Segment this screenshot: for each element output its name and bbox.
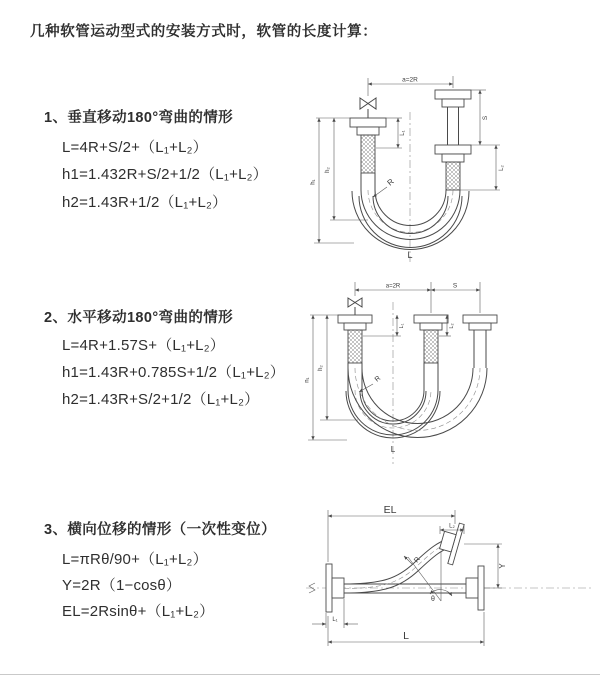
section-1-formula-L: L=4R+S/2+（L₁+L₂） bbox=[62, 139, 208, 156]
left-hose-leg bbox=[350, 118, 386, 190]
dim-label-y: Y bbox=[498, 563, 507, 569]
dim-label-l2: L₂ bbox=[449, 323, 455, 329]
radius-construction bbox=[404, 552, 452, 603]
left-hose-leg bbox=[338, 315, 372, 391]
dim-label-r: R bbox=[385, 176, 396, 188]
right-hose-leg bbox=[463, 315, 497, 368]
section-3-heading: 3、横向位移的情形（一次性变位） bbox=[44, 522, 276, 538]
dim-label-r: R bbox=[373, 374, 383, 384]
dim-label-el: EL bbox=[383, 504, 397, 516]
dim-label-l1: L₁ bbox=[400, 130, 406, 136]
section-2-formula-h1: h1=1.43R+0.785S+1/2（L₁+L₂） bbox=[62, 364, 285, 381]
dim-label-a2r: a=2R bbox=[385, 283, 401, 290]
valve-icon bbox=[360, 98, 376, 118]
hose-arcs bbox=[346, 368, 487, 438]
right-hose-leg bbox=[435, 90, 471, 190]
diagram-horizontal-180-bend bbox=[305, 278, 600, 468]
dim-label-l: L bbox=[390, 445, 396, 454]
radius-callout bbox=[373, 177, 396, 197]
section-2-formula-L: L=4R+1.57S+（L₁+L₂） bbox=[62, 337, 225, 354]
curved-hose-position bbox=[344, 539, 451, 593]
diagram-3-drawing bbox=[298, 500, 600, 665]
section-3-formula-Y: Y=2R（1−cosθ） bbox=[62, 577, 182, 594]
l-dimension bbox=[328, 612, 484, 646]
section-2-heading: 2、水平移动180°弯曲的情形 bbox=[44, 310, 234, 326]
hose-arcs bbox=[352, 190, 469, 250]
left-flange bbox=[326, 564, 344, 612]
top-dimensions bbox=[355, 282, 480, 313]
dim-label-s: S bbox=[482, 115, 489, 121]
dim-label-l1: L₁ bbox=[399, 323, 405, 329]
dim-label-r: R bbox=[413, 555, 422, 565]
dim-label-h2: h₂ bbox=[318, 365, 324, 371]
dim-label-s: S bbox=[452, 282, 458, 290]
section-1-formula-h1: h1=1.432R+S/2+1/2（L₁+L₂） bbox=[62, 166, 268, 183]
dim-label-l: L bbox=[403, 630, 409, 642]
section-1-formula-h2: h2=1.43R+1/2（L₁+L₂） bbox=[62, 194, 228, 211]
dim-label-l2: L₂ bbox=[449, 523, 455, 530]
dim-label-l2: L₂ bbox=[499, 165, 505, 171]
diagram-2-drawing bbox=[305, 278, 600, 468]
dim-label-h1: h₁ bbox=[310, 179, 317, 185]
valve-icon bbox=[348, 298, 362, 315]
section-3-formula-L: L=πRθ/90+（L₁+L₂） bbox=[62, 551, 208, 568]
l1-dimension bbox=[312, 599, 358, 628]
diagram-1-drawing bbox=[310, 70, 595, 265]
middle-hose-leg bbox=[414, 315, 448, 390]
dim-label-theta: θ bbox=[431, 596, 435, 603]
section-3-formula-EL: EL=2Rsinθ+（L₁+L₂） bbox=[62, 603, 215, 620]
dim-label-l: L bbox=[407, 250, 413, 260]
dim-label-h1: h₁ bbox=[305, 377, 311, 383]
diagram-vertical-180-bend bbox=[310, 70, 595, 265]
dim-label-h2: h₂ bbox=[325, 167, 331, 173]
page-title: 几种软管运动型式的安装方式时，软管的长度计算： bbox=[30, 24, 378, 40]
dim-label-a2r: a=2R bbox=[402, 76, 418, 84]
section-2-formula-h2: h2=1.43R+S/2+1/2（L₁+L₂） bbox=[62, 391, 260, 408]
right-flange bbox=[466, 566, 484, 610]
diagram-lateral-displacement bbox=[298, 500, 600, 665]
right-dimensions bbox=[460, 90, 505, 190]
section-1-heading: 1、垂直移动180°弯曲的情形 bbox=[44, 110, 234, 126]
dim-label-l1: L₁ bbox=[332, 617, 338, 623]
el-dimension bbox=[328, 504, 455, 565]
